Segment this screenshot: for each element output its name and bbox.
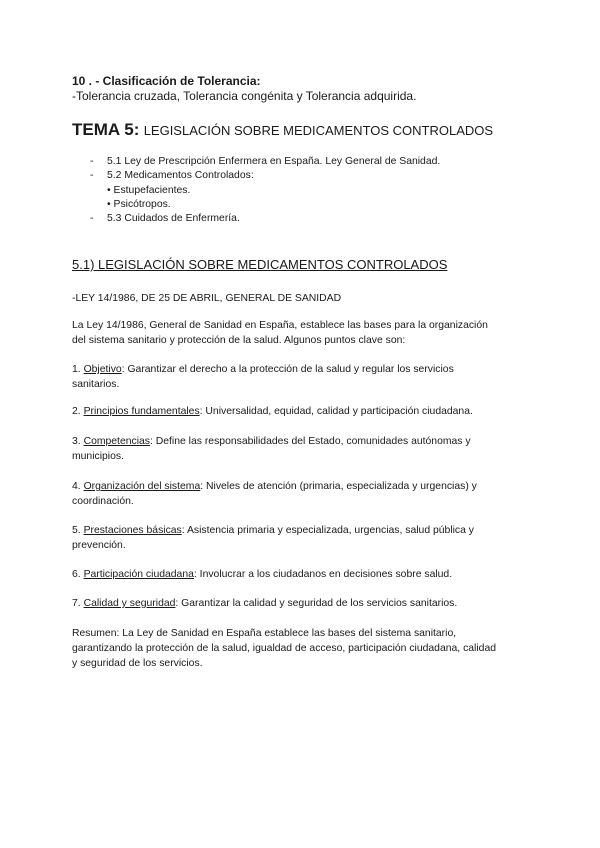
point-3 [72, 434, 532, 464]
point-text: : Involucrar a los ciudadanos en decisiones sobre salud. [193, 569, 453, 580]
list-item-text: 5.2 Medicamentos Controlados: [107, 170, 254, 181]
section-5-1-heading: 5.1) LEGISLACIÓN SOBRE MEDICAMENTOS CONTROLADOS [72, 257, 448, 272]
tema-5-heading [72, 121, 493, 140]
point-text: : Universalidad, equidad, calidad y participación ciudadana. [199, 406, 473, 417]
point-number: 6. [72, 569, 84, 580]
intro-paragraph [72, 318, 532, 348]
list-dash: - [90, 213, 94, 224]
intro-line: La Ley 14/1986, General de Sanidad en España, establece las bases para la organización [72, 320, 488, 331]
point-term: Prestaciones básicas [83, 525, 182, 536]
point-term: Organización del sistema [83, 481, 201, 492]
point-term: Calidad y seguridad [83, 598, 176, 609]
point-2 [72, 404, 532, 419]
list-item [0, 168, 600, 183]
point-term: Objetivo [83, 364, 122, 375]
section-10-text: -Tolerancia cruzada, Tolerancia congénita y Tolerancia adquirida. [72, 89, 417, 103]
point-number: 5. [72, 525, 84, 536]
list-dash: - [90, 156, 94, 167]
point-number: 4. [72, 481, 84, 492]
list-item [0, 197, 600, 212]
list-item-text: 5.1 Ley de Prescripción Enfermera en España. Ley General de Sanidad. [107, 156, 441, 167]
point-number: 2. [72, 406, 84, 417]
point-5 [72, 523, 532, 553]
point-number: 3. [72, 436, 84, 447]
point-text: : Garantizar la calidad y seguridad de los servicios sanitarios. [175, 598, 458, 609]
list-item [0, 211, 600, 226]
list-item [0, 183, 600, 198]
point-4 [72, 479, 532, 509]
list-item [0, 154, 600, 169]
summary-line: y seguridad de los servicios. [72, 658, 203, 669]
point-text-line2: municipios. [72, 451, 124, 462]
point-number: 7. [72, 598, 84, 609]
summary-paragraph [72, 626, 542, 671]
point-number: 1. [72, 364, 84, 375]
list-item-text: • Estupefacientes. [107, 185, 191, 196]
point-text-line2: coordinación. [72, 496, 134, 507]
section-10-heading: 10 . - Clasificación de Tolerancia: [72, 74, 261, 88]
tema-5-label: TEMA 5: [72, 120, 140, 139]
intro-line: del sistema sanitario y protección de la salud. Algunos puntos clave son: [72, 335, 406, 346]
point-term: Competencias [83, 436, 150, 447]
point-term: Participación ciudadana [83, 569, 194, 580]
point-text: : Define las responsabilidades del Estado, comunidades autónomas y [149, 436, 471, 447]
list-item-text: • Psicótropos. [107, 199, 171, 210]
point-text: : Niveles de atención (primaria, especializada y urgencias) y [200, 481, 477, 492]
law-title: -LEY 14/1986, DE 25 DE ABRIL, GENERAL DE SANIDAD [72, 293, 342, 304]
point-6 [72, 567, 532, 582]
point-text-line2: sanitarios. [72, 379, 120, 390]
summary-line: garantizando la protección de la salud, igualdad de acceso, participación ciudadana, calidad [72, 643, 496, 654]
point-term: Principios fundamentales [83, 406, 200, 417]
point-text-line2: prevención. [72, 540, 126, 551]
list-item-text: 5.3 Cuidados de Enfermería. [107, 213, 240, 224]
tema-5-title: LEGISLACIÓN SOBRE MEDICAMENTOS CONTROLADOS [143, 123, 494, 138]
summary-line: Resumen: La Ley de Sanidad en España establece las bases del sistema sanitario, [72, 628, 457, 639]
list-dash: - [90, 170, 94, 181]
point-1 [72, 362, 532, 392]
point-text: : Asistencia primaria y especializada, urgencias, salud pública y [181, 525, 474, 536]
point-text: : Garantizar el derecho a la protección de la salud y regular los servicios [121, 364, 454, 375]
point-7 [72, 596, 532, 611]
